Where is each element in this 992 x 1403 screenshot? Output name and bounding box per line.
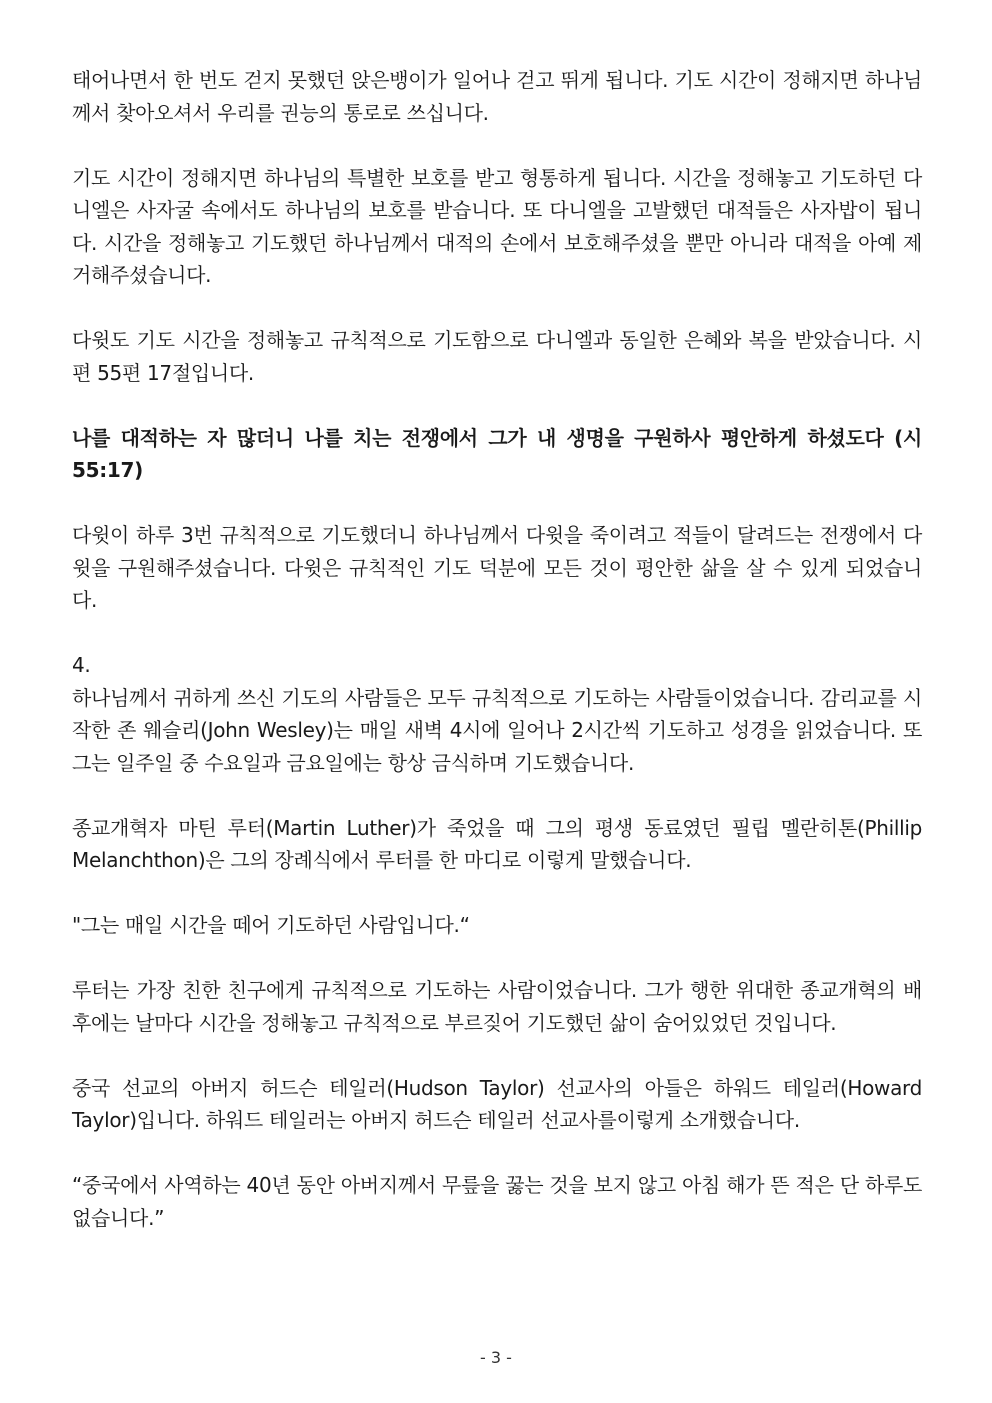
paragraph: 루터는 가장 친한 친구에게 규칙적으로 기도하는 사람이었습니다. 그가 행한 위대한 종교개혁의 배후에는 날마다 시간을 정해놓고 규칙적으로 부르짖어 기도했던 삶이 숨어있었던 것입니다. bbox=[72, 978, 922, 1035]
paragraph: 다윗이 하루 3번 규칙적으로 기도했더니 하나님께서 다윗을 죽이려고 적들이 달려드는 전쟁에서 다윗을 구원해주셨습니다. 다윗은 규칙적인 기도 덕분에 모든 것이 평안한 삶을 살 수 있게 되었습니다. bbox=[72, 523, 922, 612]
page-number: - 3 - bbox=[480, 1348, 512, 1367]
paragraph: 다윗도 기도 시간을 정해놓고 규칙적으로 기도함으로 다니엘과 동일한 은혜와 복을 받았습니다. 시편 55편 17절입니다. bbox=[72, 328, 922, 385]
paragraph: 중국 선교의 아버지 허드슨 테일러(Hudson Taylor) 선교사의 아들은 하워드 테일러(Howard Taylor)입니다. 하워드 테일러는 아버지 허드슨 테일러 선교사를이렇게 소개했습니다. bbox=[72, 1075, 922, 1132]
paragraph: 하나님께서 귀하게 쓰신 기도의 사람들은 모두 규칙적으로 기도하는 사람들이었습니다. 감리교를 시작한 존 웨슬리(John Wesley)는 매일 새벽 4시에 일어나 2시간씩 기도하고 성경을 읽었습니다. 또 그는 일주일 중 수요일과 금요일에는 항상 금식하며 기도했습니다. bbox=[72, 685, 922, 775]
paragraph: 기도 시간이 정해지면 하나님의 특별한 보호를 받고 형통하게 됩니다. 시간을 정해놓고 기도하던 다니엘은 사자굴 속에서도 하나님의 보호를 받습니다. 또 다니엘을 고발했던 대적들은 사자밥이 됩니다. 시간을 정해놓고 기도했던 하나님께서 대적의 손에서 보호해주셨을 뿐만 아니라 대적을 아예 제거해주셨습니다. bbox=[72, 165, 922, 287]
paragraph: 종교개혁자 마틴 루터(Martin Luther)가 죽었을 때 그의 평생 동료였던 필립 멜란히톤(Phillip Melanchthon)은 그의 장례식에서 루터를 한 마디로 이렇게 말했습니다. bbox=[72, 815, 922, 872]
document-body bbox=[72, 64, 922, 1267]
quote: “중국에서 사역하는 40년 동안 아버지께서 무릎을 꿇는 것을 보지 않고 아침 해가 뜬 적은 단 하루도 없습니다.” bbox=[72, 1173, 922, 1230]
scripture-quote: 나를 대적하는 자 많더니 나를 치는 전쟁에서 그가 내 생명을 구원하사 평안하게 하셨도다 (시 55:17) bbox=[72, 425, 922, 482]
section-number: 4. bbox=[72, 653, 91, 677]
paragraph: 태어나면서 한 번도 걷지 못했던 앉은뱅이가 일어나 걷고 뛰게 됩니다. 기도 시간이 정해지면 하나님께서 찾아오셔서 우리를 권능의 통로로 쓰십니다. bbox=[72, 68, 922, 125]
quote: "그는 매일 시간을 떼어 기도하던 사람입니다.“ bbox=[72, 913, 470, 937]
